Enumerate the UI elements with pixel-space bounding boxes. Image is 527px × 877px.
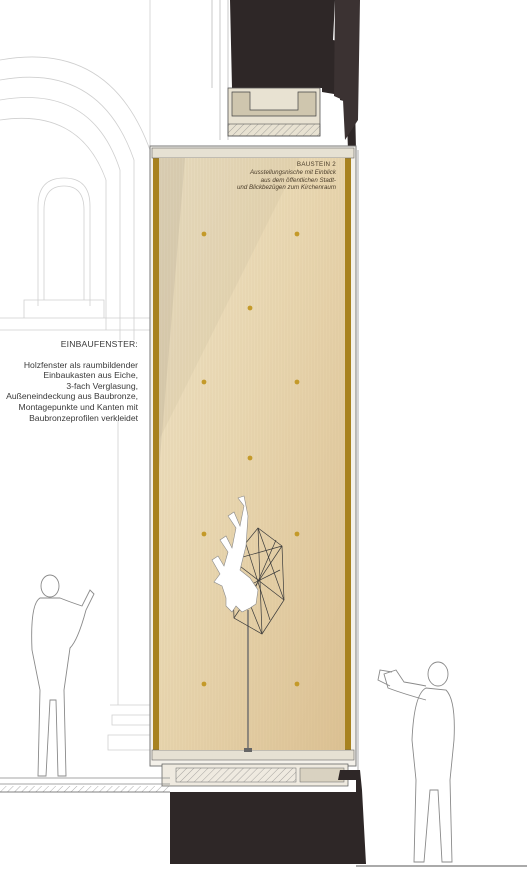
niche-annotation-line: Ausstellungsnische mit Einblick	[250, 168, 336, 176]
mounting-point	[295, 380, 300, 385]
window-frame-bronze-left	[153, 158, 159, 758]
window-annotation-line: Montagepunkte und Kanten mit	[18, 401, 138, 412]
mounting-point	[248, 456, 253, 461]
mounting-point	[295, 232, 300, 237]
mounting-point	[202, 380, 207, 385]
window-annotation-line: Einbaukasten aus Eiche,	[43, 370, 138, 381]
mounting-point	[295, 682, 300, 687]
mounting-point	[202, 682, 207, 687]
window-annotation-line: Baubronzeprofilen verkleidet	[29, 412, 138, 423]
mounting-point	[202, 232, 207, 237]
window-annotation-line: Holzfenster als raumbildender	[23, 359, 138, 370]
upper-sill-profile	[228, 88, 320, 136]
window-annotation-line: 3-fach Verglasung,	[66, 380, 138, 391]
window-frame-bronze-right	[345, 158, 351, 758]
window-annotation	[4, 339, 138, 423]
niche-annotation-line: und Blickbezügen zum Kirchenraum	[236, 184, 336, 192]
masonry-top-edge	[334, 0, 360, 140]
lower-sill-section	[0, 764, 348, 792]
mounting-point	[295, 532, 300, 537]
person-figure-inside	[32, 575, 94, 776]
person-figure-outside	[378, 662, 454, 862]
window-frame-top	[152, 148, 354, 158]
window-frame-bottom	[152, 750, 354, 760]
niche-annotation	[236, 161, 336, 192]
niche-annotation-line: aus dem öffentlichen Stadt-	[260, 176, 336, 184]
window-annotation-line: Außeneindeckung aus Baubronze,	[6, 391, 138, 402]
window-annotation-title: EINBAUFENSTER:	[60, 339, 138, 349]
wall-linework	[212, 0, 228, 140]
niche-annotation-title: BAUSTEIN 2	[296, 161, 336, 168]
mounting-point	[202, 532, 207, 537]
mounting-point	[248, 306, 253, 311]
